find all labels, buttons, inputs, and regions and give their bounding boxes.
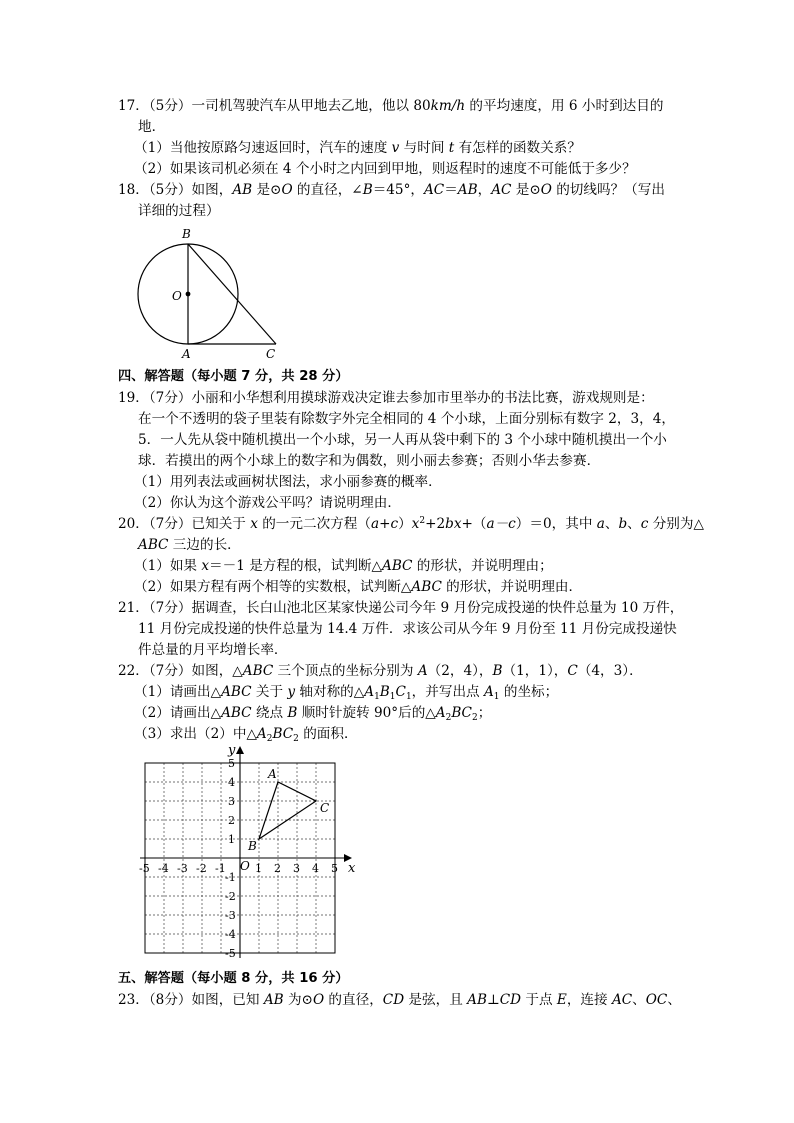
- label-o: O: [172, 289, 182, 303]
- x-tick-label: 3: [293, 862, 300, 875]
- y-tick-label: 5: [228, 757, 235, 770]
- y-tick-label: -5: [225, 947, 236, 960]
- q22-subquestion-1: （1）请画出△ABC 关于 y 轴对称的$\triangle A_1B_1C_1$，并写出点 $A_1$ 的坐标；: [134, 684, 559, 702]
- y-tick-label: -1: [225, 871, 236, 884]
- x-axis-label: x: [348, 861, 356, 876]
- q17-line-2: 地．: [138, 119, 166, 135]
- q22-subquestion-3: （3）求出（2）中$\triangle A_2BC_2$ 的面积．: [134, 726, 358, 744]
- q17-line-1: 17．（5分）一司机驾驶汽车从甲地去乙地，他以 80km/h 的平均速度，用 6 小时到达目的: [118, 98, 664, 114]
- y-axis-label: y: [228, 744, 236, 758]
- q21-line-1: 21．（7分）据调查，长白山池北区某家快递公司今年 9 月份完成投递的快件总量为 10 万件，: [118, 600, 684, 616]
- coordinate-grid-figure: [130, 744, 370, 964]
- y-tick-label: -4: [225, 928, 236, 941]
- x-tick-label: 4: [312, 862, 319, 875]
- section-5-heading: 五、解答题（每小题 8 分，共 16 分）: [118, 971, 349, 986]
- q19-subquestion-2: （2）你认为这个游戏公平吗？请说明理由．: [134, 495, 401, 511]
- q20-line-1: 20．（7分）已知关于 x 的一元二次方程$(a+c)x^2+2bx+(a-c)=0$，其中 a、b、c 分别为△: [118, 516, 704, 532]
- y-axis-arrow: [236, 746, 244, 754]
- origin-label: O: [240, 859, 250, 873]
- x-tick-label: -3: [177, 862, 188, 875]
- y-tick-label: 1: [228, 833, 235, 846]
- center-point: [186, 292, 191, 297]
- q20-subquestion-2: （2）如果方程有两个相等的实数根，试判断△ABC 的形状，并说明理由．: [134, 579, 583, 595]
- q17-subquestion-1: （1）当他按原路匀速返回时，汽车的速度 v 与时间 t 有怎样的函数关系？: [134, 140, 581, 156]
- triangle-abc: [259, 782, 316, 839]
- x-tick-labels: [139, 862, 338, 875]
- y-tick-label: -2: [225, 890, 236, 903]
- label-b: B: [182, 227, 191, 241]
- q22-line-1: 22．（7分）如图，△ABC 三个顶点的坐标分别为 A（2，4），B（1，1），C（4，3）．: [118, 663, 643, 679]
- vertex-b-label: B: [248, 839, 257, 853]
- x-tick-label: -1: [215, 862, 226, 875]
- y-tick-label: 2: [228, 814, 235, 827]
- x-tick-label: 2: [274, 862, 281, 875]
- q20-line-2: ABC 三边的长．: [138, 537, 241, 553]
- q18-line-2: 详细的过程）: [138, 203, 220, 219]
- q17-subquestion-2: （2）如果该司机必须在 4 个小时之内回到甲地，则返程时的速度不可能低于多少？: [134, 161, 636, 177]
- q21-line-3: 件总量的月平均增长率．: [138, 642, 288, 658]
- label-a: A: [182, 347, 191, 361]
- x-tick-label: -4: [158, 862, 169, 875]
- q22-subquestion-2: （2）请画出△ABC 绕点 B 顺时针旋转 90°后的$\triangle A_2BC_2$；: [134, 705, 492, 723]
- y-tick-label: 4: [228, 776, 235, 789]
- section-4-heading: 四、解答题（每小题 7 分，共 28 分）: [118, 369, 349, 384]
- x-tick-label: -5: [139, 862, 150, 875]
- y-tick-label: 3: [228, 795, 235, 808]
- q20-subquestion-1: （1）如果 x＝－1 是方程的根，试判断△ABC 的形状，并说明理由；: [134, 558, 553, 574]
- vertex-a-label: A: [268, 767, 277, 781]
- q19-subquestion-1: （1）用列表法或画树状图法，求小丽参赛的概率．: [134, 474, 442, 490]
- segment-bc: [188, 244, 276, 344]
- y-tick-label: -3: [225, 909, 236, 922]
- q23-line-1: 23．（8分）如图，已知 AB 为⊙O 的直径，CD 是弦，且 AB⊥CD 于点 E，连接 AC、OC、: [118, 992, 681, 1008]
- x-tick-label: -2: [196, 862, 207, 875]
- x-tick-label: 1: [255, 862, 262, 875]
- vertex-c-label: C: [320, 801, 330, 815]
- q18-line-1: 18．（5分）如图，AB 是⊙O 的直径，∠B＝45°，AC＝AB，AC 是⊙O 的切线吗？（写出: [118, 182, 665, 198]
- label-c: C: [266, 347, 276, 361]
- x-tick-label: 5: [331, 862, 338, 875]
- circle-tangent-figure: [128, 222, 288, 362]
- q21-line-2: 11 月份完成投递的快件总量为 14.4 万件．求该公司从今年 9 月份至 11 月份完成投递快: [138, 621, 677, 637]
- q19-line-2: 在一个不透明的袋子里装有除数字外完全相同的 4 个小球，上面分别标有数字 2，3，4，: [138, 411, 675, 427]
- q19-line-1: 19．（7分）小丽和小华想利用摸球游戏决定谁去参加市里举办的书法比赛，游戏规则是：: [118, 390, 654, 406]
- q19-line-3: 5．一人先从袋中随机摸出一个小球，另一人再从袋中剩下的 3 个小球中随机摸出一个小: [138, 432, 667, 448]
- q19-line-4: 球．若摸出的两个小球上的数字和为偶数，则小丽去参赛；否则小华去参赛．: [138, 453, 601, 469]
